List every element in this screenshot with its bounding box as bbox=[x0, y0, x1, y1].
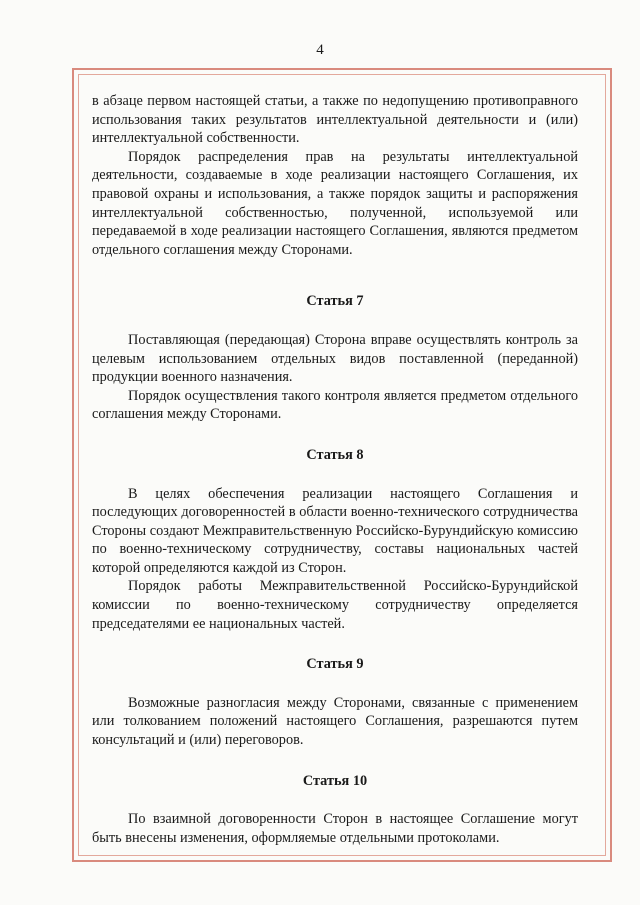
article-10-paragraph-1: По взаимной договоренности Сторон в настоящее Соглашение могут быть внесены изменения, оформляемые отдельными протоколами. bbox=[92, 811, 578, 846]
document-body bbox=[92, 92, 578, 847]
paragraph-ip-rights: Порядок распределения прав на результаты интеллектуальной деятельности, создаваемые в ходе реализации настоящего Соглашения, их правовой охраны и использования, а также порядок защиты и распоряжения интеллектуальной собственностью, полученной, используемой или передаваемой в ходе реализации настоящего Соглашения, являются предметом отдельного соглашения между Сторонами. bbox=[92, 148, 578, 258]
article-9-heading: Статья 9 bbox=[306, 656, 364, 673]
article-8-heading: Статья 8 bbox=[306, 446, 364, 463]
article-9-paragraph-1: Возможные разногласия между Сторонами, связанные с применением или толкованием положений настоящего Соглашения, разрешаются путем консультаций и (или) переговоров. bbox=[92, 694, 578, 749]
article-7-heading: Статья 7 bbox=[306, 293, 364, 310]
article-8-paragraph-2: Порядок работы Межправительственной Российско-Бурундийской комиссии по военно-техническому сотрудничеству определяется председателями ее национальных частей. bbox=[92, 578, 578, 632]
article-7-paragraph-2: Порядок осуществления такого контроля является предметом отдельного соглашения между Сторонами. bbox=[92, 387, 578, 423]
paragraph-continuation: в абзаце первом настоящей статьи, а также по недопущению противоправного использования таких результатов интеллектуальной деятельности и (или) интеллектуальной собственности. bbox=[92, 93, 578, 147]
article-8-paragraph-1: В целях обеспечения реализации настоящего Соглашения и последующих договоренностей в области военно-технического сотрудничества Стороны создают Межправительственную Российско-Бурундийскую комиссию по военно-техническому сотрудничеству, составы национальных частей которой определяются каждой из Сторон. bbox=[92, 485, 578, 576]
page-number: 4 bbox=[316, 42, 324, 58]
article-10-heading: Статья 10 bbox=[302, 772, 368, 789]
article-7-paragraph-1: Поставляющая (передающая) Сторона вправе осуществлять контроль за целевым использованием отдельных видов поставленной (переданной) продукции военного назначения. bbox=[92, 331, 578, 386]
